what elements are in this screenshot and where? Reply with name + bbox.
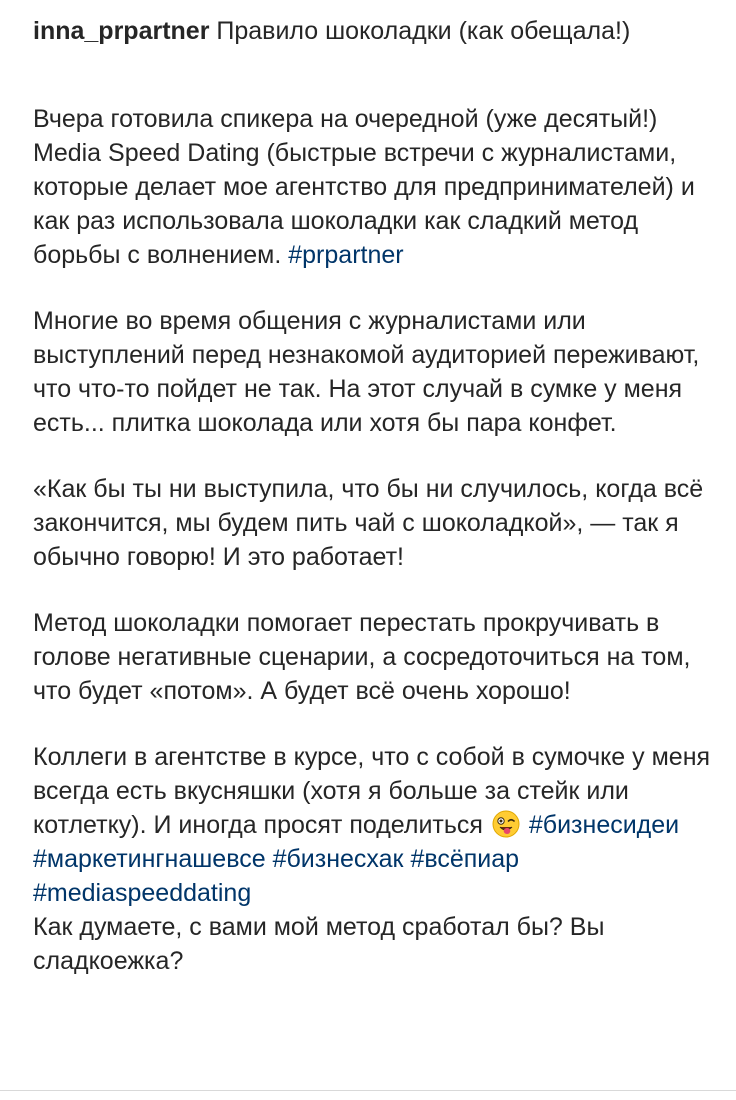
- paragraph-3: «Как бы ты ни выступила, что бы ни случилось, когда всё закончится, мы будем пить чай с шоколадкой», — так я обычно говорю! И это работает!: [33, 475, 704, 571]
- caption-header: [33, 14, 713, 48]
- hashtag-5[interactable]: #mediaspeeddating: [33, 879, 252, 907]
- hashtag-2[interactable]: #маркетингнашевсе: [33, 845, 266, 873]
- closing-question: Как думаете, с вами мой метод сработал бы? Вы сладкоежка?: [33, 913, 605, 975]
- paragraph-2: Многие во время общения с журналистами или выступлений перед незнакомой аудиторией переживают, что что-то пойдет не так. На этот случай в сумке у меня есть... плитка шоколада или хотя бы пара конфет.: [33, 307, 700, 437]
- paragraph-1-text: Вчера готовила спикера на очередной (уже десятый!) Media Speed Dating (быстрые встречи с журналистами, которые делает мое агентство для предпринимателей) и как раз использовала шоколадки как сладкий метод борьбы с волнением.: [33, 105, 695, 269]
- paragraph-5: [33, 740, 713, 910]
- hashtag-prpartner[interactable]: #prpartner: [288, 241, 404, 269]
- paragraph-1: [33, 102, 713, 272]
- post-caption: [33, 14, 713, 978]
- divider: [0, 1090, 736, 1091]
- paragraph-5-text: Коллеги в агентстве в курсе, что с собой в сумочке у меня всегда есть вкусняшки (хотя я больше за стейк или котлетку). И иногда просят поделиться: [33, 743, 711, 839]
- winking-face-with-tongue-icon: [492, 810, 520, 838]
- hashtag-4[interactable]: #всёпиар: [410, 845, 520, 873]
- hashtag-3[interactable]: #бизнесхак: [272, 845, 404, 873]
- username-link[interactable]: inna_prpartner: [33, 17, 210, 45]
- hashtag-1[interactable]: #бизнесидеи: [528, 811, 680, 839]
- paragraph-4: Метод шоколадки помогает перестать прокручивать в голове негативные сценарии, а сосредоточиться на том, что будет «потом». А будет всё очень хорошо!: [33, 609, 691, 705]
- post-title: Правило шоколадки (как обещала!): [216, 17, 631, 45]
